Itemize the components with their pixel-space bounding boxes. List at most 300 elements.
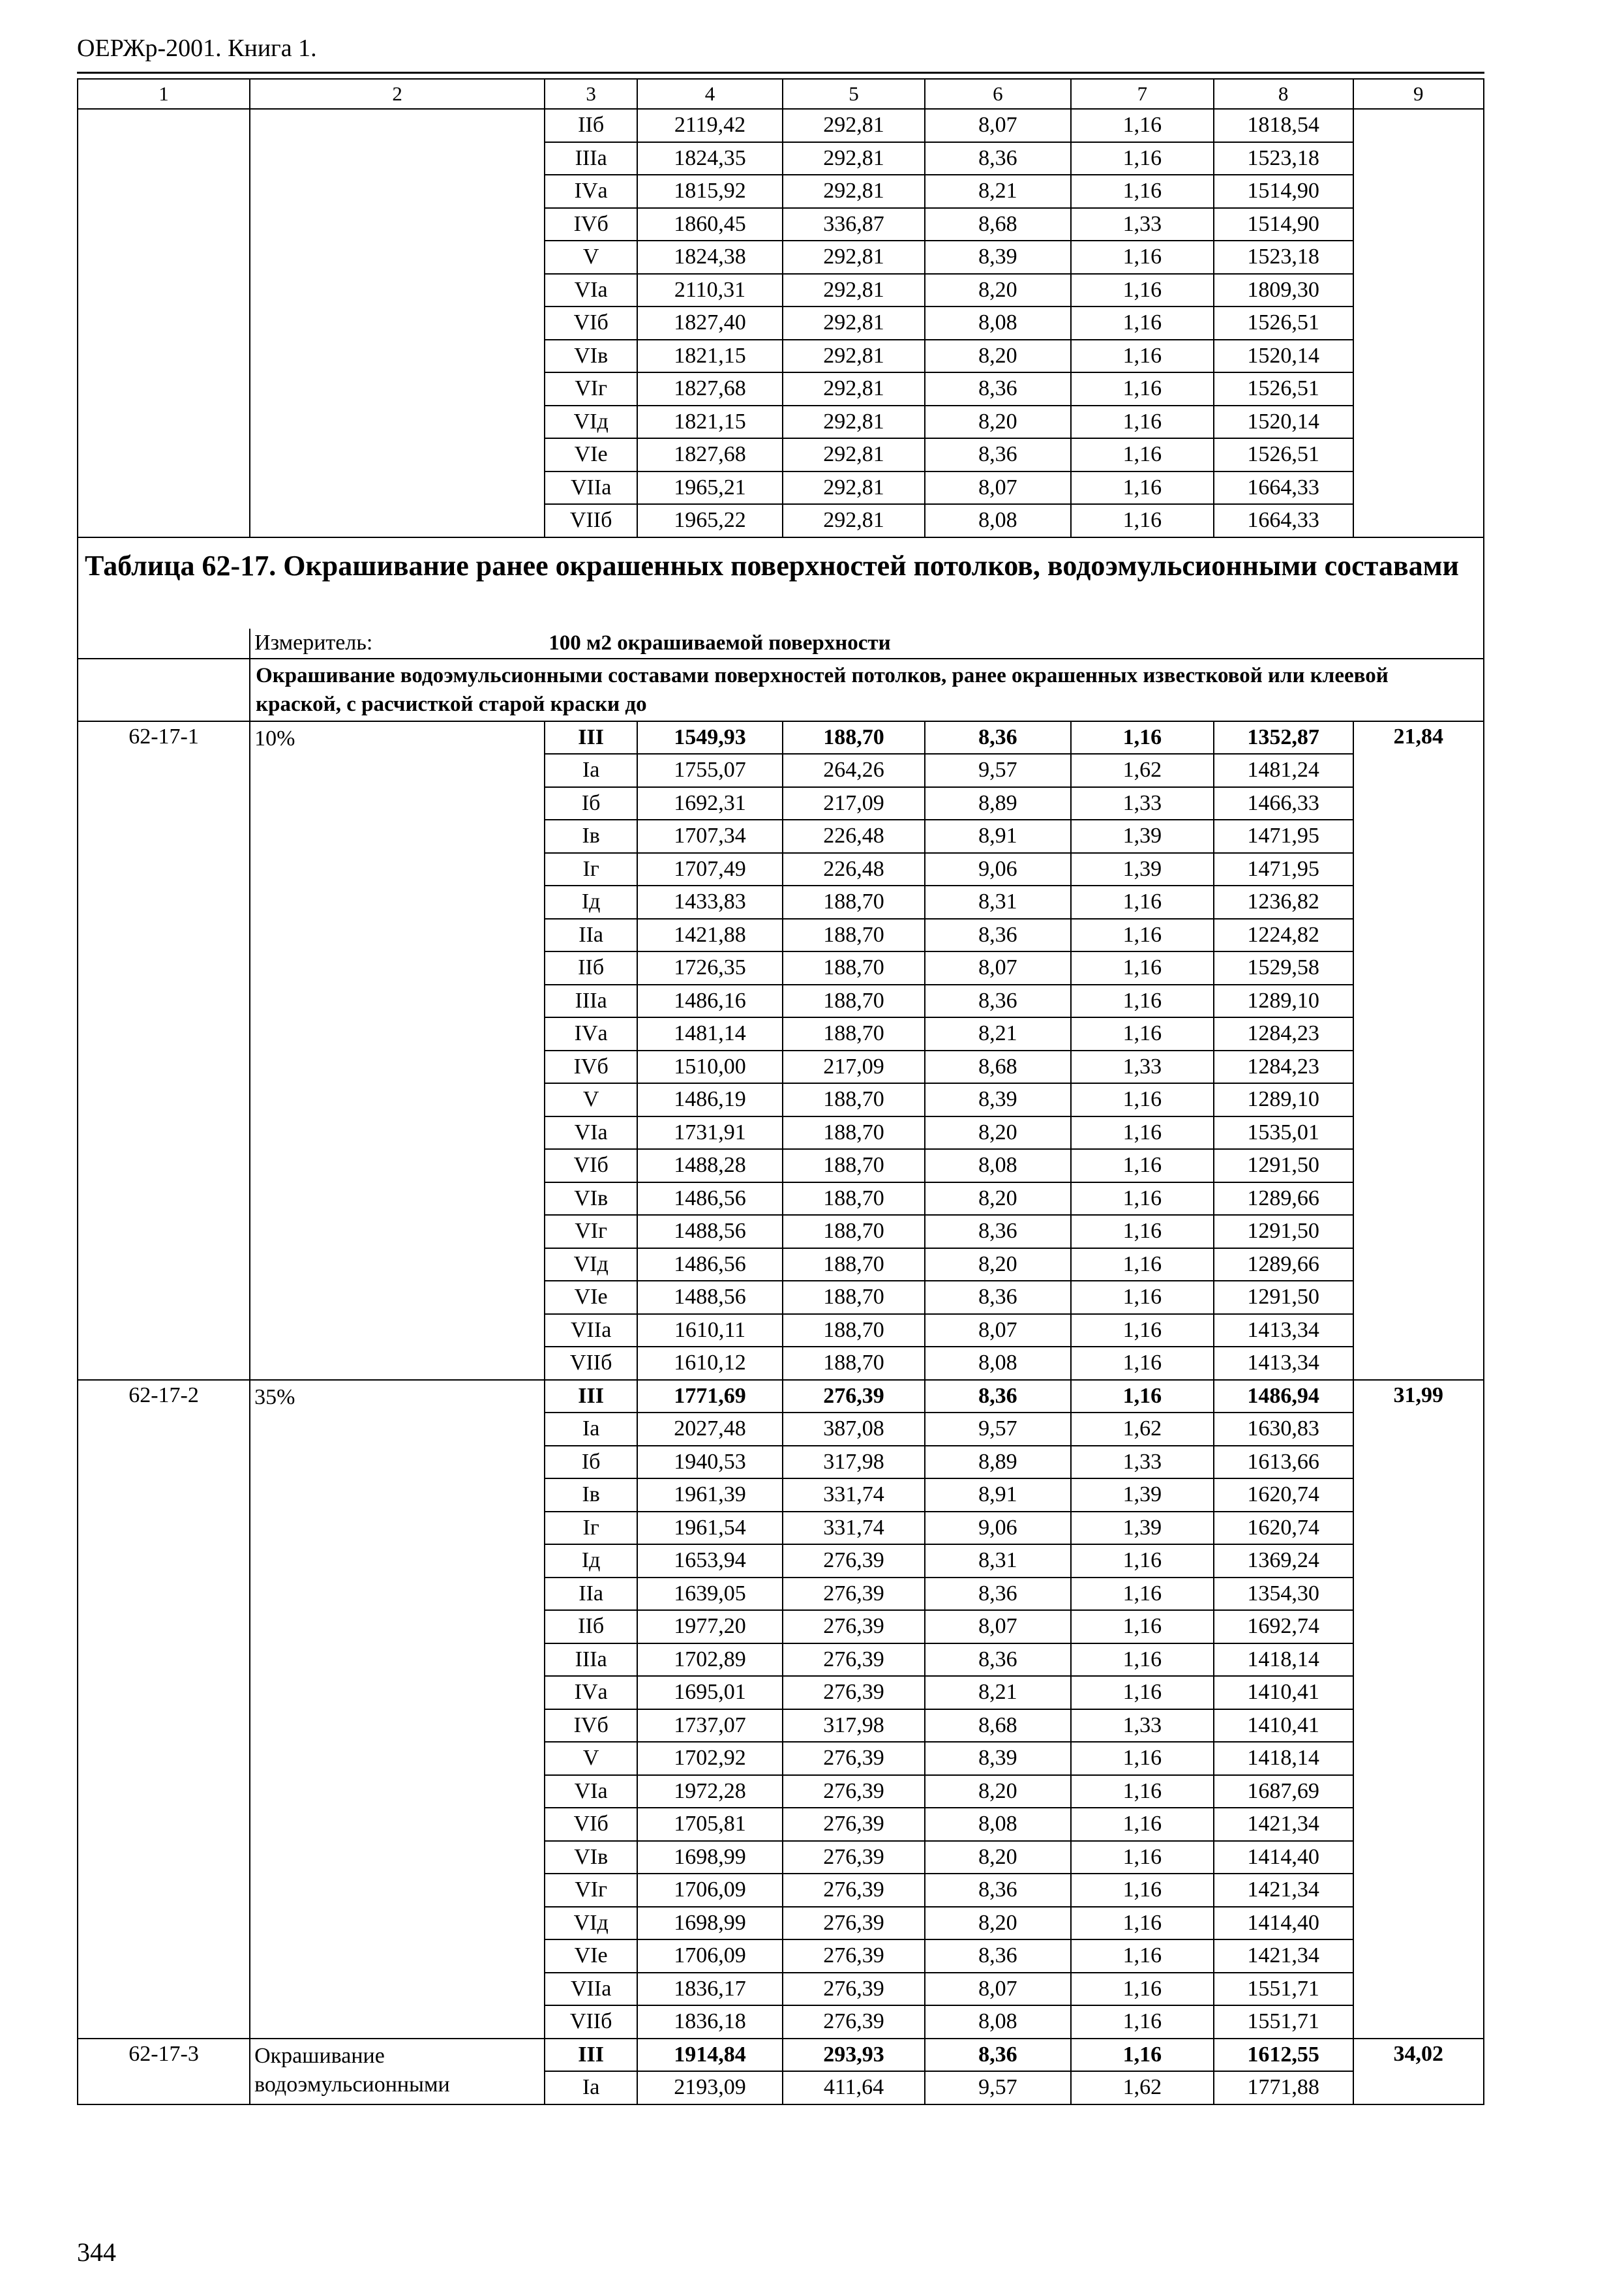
driver-wage-cell: 1,16 bbox=[1071, 886, 1214, 919]
labor-cost-cell: 276,39 bbox=[783, 1610, 925, 1643]
unit-price: 31,99 bbox=[1353, 1380, 1484, 2039]
total-cost-cell: 1421,88 bbox=[637, 919, 783, 952]
material-cost-cell: 1523,18 bbox=[1214, 142, 1353, 175]
total-cost-cell: 1860,45 bbox=[637, 208, 783, 241]
machine-cost-cell: 9,06 bbox=[925, 1512, 1071, 1545]
driver-wage-cell: 1,62 bbox=[1071, 1413, 1214, 1446]
labor-cost-cell: 276,39 bbox=[783, 1544, 925, 1578]
table-row bbox=[78, 109, 1484, 142]
zone-cell: V bbox=[545, 241, 637, 274]
material-cost-cell: 1551,71 bbox=[1214, 1973, 1353, 2006]
total-cost-cell: 1755,07 bbox=[637, 754, 783, 787]
zone-cell: Iа bbox=[545, 2071, 637, 2104]
machine-cost-cell: 8,36 bbox=[925, 1939, 1071, 1973]
column-number: 2 bbox=[250, 79, 545, 109]
machine-cost-cell: 8,89 bbox=[925, 787, 1071, 820]
total-cost-cell: 1707,49 bbox=[637, 853, 783, 886]
zone-cell: IIIа bbox=[545, 985, 637, 1018]
material-cost-cell: 1620,74 bbox=[1214, 1512, 1353, 1545]
machine-cost-cell: 8,68 bbox=[925, 208, 1071, 241]
zone-cell: Iа bbox=[545, 754, 637, 787]
zone-cell: VIв bbox=[545, 1841, 637, 1874]
material-cost-cell: 1352,87 bbox=[1214, 721, 1353, 755]
total-cost-cell: 2027,48 bbox=[637, 1413, 783, 1446]
material-cost-cell: 1289,66 bbox=[1214, 1182, 1353, 1216]
zone-cell: IVа bbox=[545, 175, 637, 208]
zone-cell: VIв bbox=[545, 1182, 637, 1216]
total-cost-cell: 1653,94 bbox=[637, 1544, 783, 1578]
driver-wage-cell: 1,16 bbox=[1071, 307, 1214, 340]
machine-cost-cell: 8,36 bbox=[925, 985, 1071, 1018]
measure-spacer bbox=[78, 629, 250, 659]
driver-wage-cell: 1,16 bbox=[1071, 1347, 1214, 1380]
table-title-row bbox=[78, 537, 1484, 629]
labor-cost-cell: 188,70 bbox=[783, 985, 925, 1018]
zone-cell: VIIб bbox=[545, 504, 637, 537]
labor-cost-cell: 331,74 bbox=[783, 1512, 925, 1545]
labor-cost-cell: 276,39 bbox=[783, 1874, 925, 1907]
driver-wage-cell: 1,16 bbox=[1071, 1380, 1214, 1413]
driver-wage-cell: 1,16 bbox=[1071, 1775, 1214, 1808]
labor-cost-cell: 188,70 bbox=[783, 919, 925, 952]
machine-cost-cell: 8,20 bbox=[925, 1907, 1071, 1940]
total-cost-cell: 1488,28 bbox=[637, 1149, 783, 1182]
table-title: Таблица 62-17. Окрашивание ранее окрашенных поверхностей потолков, водоэмульсионными составами bbox=[78, 537, 1484, 629]
labor-cost-cell: 292,81 bbox=[783, 340, 925, 373]
machine-cost-cell: 8,31 bbox=[925, 886, 1071, 919]
total-cost-cell: 1731,91 bbox=[637, 1116, 783, 1150]
labor-cost-cell: 331,74 bbox=[783, 1478, 925, 1512]
zone-cell: VIг bbox=[545, 372, 637, 406]
machine-cost-cell: 8,31 bbox=[925, 1544, 1071, 1578]
zone-cell: IVа bbox=[545, 1676, 637, 1709]
labor-cost-cell: 276,39 bbox=[783, 1676, 925, 1709]
labor-cost-cell: 292,81 bbox=[783, 109, 925, 142]
driver-wage-cell: 1,16 bbox=[1071, 1215, 1214, 1248]
material-cost-cell: 1284,23 bbox=[1214, 1017, 1353, 1051]
machine-cost-cell: 8,91 bbox=[925, 820, 1071, 853]
machine-cost-cell: 8,36 bbox=[925, 919, 1071, 952]
total-cost-cell: 1698,99 bbox=[637, 1907, 783, 1940]
total-cost-cell: 1821,15 bbox=[637, 406, 783, 439]
labor-cost-cell: 317,98 bbox=[783, 1446, 925, 1479]
zone-cell: Iб bbox=[545, 787, 637, 820]
labor-cost-cell: 276,39 bbox=[783, 1907, 925, 1940]
total-cost-cell: 2193,09 bbox=[637, 2071, 783, 2104]
zone-cell: VIIа bbox=[545, 1973, 637, 2006]
total-cost-cell: 1481,14 bbox=[637, 1017, 783, 1051]
total-cost-cell: 1486,56 bbox=[637, 1182, 783, 1216]
driver-wage-cell: 1,16 bbox=[1071, 504, 1214, 537]
driver-wage-cell: 1,33 bbox=[1071, 787, 1214, 820]
driver-wage-cell: 1,16 bbox=[1071, 1841, 1214, 1874]
material-cost-cell: 1520,14 bbox=[1214, 340, 1353, 373]
labor-cost-cell: 188,70 bbox=[783, 721, 925, 755]
zone-cell: VIд bbox=[545, 1907, 637, 1940]
material-cost-cell: 1291,50 bbox=[1214, 1215, 1353, 1248]
labor-cost-cell: 293,93 bbox=[783, 2039, 925, 2072]
zone-cell: VIг bbox=[545, 1874, 637, 1907]
driver-wage-cell: 1,39 bbox=[1071, 1512, 1214, 1545]
material-cost-cell: 1612,55 bbox=[1214, 2039, 1353, 2072]
total-cost-cell: 1827,40 bbox=[637, 307, 783, 340]
zone-cell: V bbox=[545, 1083, 637, 1116]
rate-code: 62-17-1 bbox=[78, 721, 250, 1380]
zone-cell: VIд bbox=[545, 406, 637, 439]
material-cost-cell: 1687,69 bbox=[1214, 1775, 1353, 1808]
zone-cell: VIа bbox=[545, 1775, 637, 1808]
total-cost-cell: 1549,93 bbox=[637, 721, 783, 755]
machine-cost-cell: 8,68 bbox=[925, 1051, 1071, 1084]
machine-cost-cell: 8,36 bbox=[925, 1215, 1071, 1248]
labor-cost-cell: 226,48 bbox=[783, 820, 925, 853]
material-cost-cell: 1369,24 bbox=[1214, 1544, 1353, 1578]
zone-cell: Iг bbox=[545, 853, 637, 886]
labor-cost-cell: 276,39 bbox=[783, 1973, 925, 2006]
labor-cost-cell: 292,81 bbox=[783, 307, 925, 340]
zone-cell: VIIб bbox=[545, 2005, 637, 2039]
driver-wage-cell: 1,16 bbox=[1071, 1281, 1214, 1314]
driver-wage-cell: 1,16 bbox=[1071, 1610, 1214, 1643]
total-cost-cell: 1940,53 bbox=[637, 1446, 783, 1479]
zone-cell: VIб bbox=[545, 307, 637, 340]
driver-wage-cell: 1,33 bbox=[1071, 1709, 1214, 1743]
total-cost-cell: 1965,22 bbox=[637, 504, 783, 537]
labor-cost-cell: 292,81 bbox=[783, 175, 925, 208]
machine-cost-cell: 8,08 bbox=[925, 1808, 1071, 1841]
section-description: Окрашивание водоэмульсионными составами поверхностей потолков, ранее окрашенных известковой или клеевой краской, с расчисткой старой краски до bbox=[250, 659, 1484, 721]
column-number-row bbox=[78, 79, 1484, 109]
labor-cost-cell: 292,81 bbox=[783, 241, 925, 274]
zone-cell: VIе bbox=[545, 1939, 637, 1973]
machine-cost-cell: 8,20 bbox=[925, 340, 1071, 373]
total-cost-cell: 1737,07 bbox=[637, 1709, 783, 1743]
driver-wage-cell: 1,16 bbox=[1071, 1544, 1214, 1578]
driver-wage-cell: 1,33 bbox=[1071, 208, 1214, 241]
total-cost-cell: 1707,34 bbox=[637, 820, 783, 853]
machine-cost-cell: 8,08 bbox=[925, 2005, 1071, 2039]
total-cost-cell: 1702,89 bbox=[637, 1643, 783, 1677]
zone-cell: Iд bbox=[545, 886, 637, 919]
zone-cell: IVа bbox=[545, 1017, 637, 1051]
rates-table bbox=[77, 78, 1484, 2105]
zone-cell: Iа bbox=[545, 1413, 637, 1446]
total-cost-cell: 1824,35 bbox=[637, 142, 783, 175]
driver-wage-cell: 1,16 bbox=[1071, 2039, 1214, 2072]
rate-code: 62-17-2 bbox=[78, 1380, 250, 2039]
driver-wage-cell: 1,16 bbox=[1071, 274, 1214, 307]
driver-wage-cell: 1,16 bbox=[1071, 109, 1214, 142]
rate-name: 35% bbox=[250, 1380, 545, 2039]
material-cost-cell: 1421,34 bbox=[1214, 1939, 1353, 1973]
driver-wage-cell: 1,33 bbox=[1071, 1446, 1214, 1479]
labor-cost-cell: 276,39 bbox=[783, 1775, 925, 1808]
zone-cell: VIа bbox=[545, 274, 637, 307]
total-cost-cell: 1706,09 bbox=[637, 1874, 783, 1907]
zone-cell: Iв bbox=[545, 820, 637, 853]
page-number: 344 bbox=[77, 2237, 116, 2267]
column-number: 1 bbox=[78, 79, 250, 109]
zone-cell: V bbox=[545, 1742, 637, 1775]
driver-wage-cell: 1,16 bbox=[1071, 471, 1214, 505]
driver-wage-cell: 1,16 bbox=[1071, 1939, 1214, 1973]
labor-cost-cell: 217,09 bbox=[783, 1051, 925, 1084]
machine-cost-cell: 8,36 bbox=[925, 1874, 1071, 1907]
material-cost-cell: 1620,74 bbox=[1214, 1478, 1353, 1512]
labor-cost-cell: 188,70 bbox=[783, 1116, 925, 1150]
total-cost-cell: 1486,19 bbox=[637, 1083, 783, 1116]
driver-wage-cell: 1,16 bbox=[1071, 1907, 1214, 1940]
labor-cost-cell: 276,39 bbox=[783, 2005, 925, 2039]
material-cost-cell: 1421,34 bbox=[1214, 1874, 1353, 1907]
column-number: 9 bbox=[1353, 79, 1484, 109]
driver-wage-cell: 1,16 bbox=[1071, 721, 1214, 755]
zone-cell: VIв bbox=[545, 340, 637, 373]
zone-cell: IIIа bbox=[545, 142, 637, 175]
driver-wage-cell: 1,16 bbox=[1071, 372, 1214, 406]
zone-cell: IIб bbox=[545, 1610, 637, 1643]
material-cost-cell: 1289,10 bbox=[1214, 1083, 1353, 1116]
total-cost-cell: 1705,81 bbox=[637, 1808, 783, 1841]
labor-cost-cell: 276,39 bbox=[783, 1643, 925, 1677]
labor-cost-cell: 276,39 bbox=[783, 1939, 925, 1973]
material-cost-cell: 1418,14 bbox=[1214, 1742, 1353, 1775]
driver-wage-cell: 1,16 bbox=[1071, 1248, 1214, 1281]
table-row bbox=[78, 721, 1484, 755]
table-row bbox=[78, 1380, 1484, 1413]
material-cost-cell: 1613,66 bbox=[1214, 1446, 1353, 1479]
driver-wage-cell: 1,16 bbox=[1071, 951, 1214, 985]
table-row bbox=[78, 2039, 1484, 2072]
material-cost-cell: 1771,88 bbox=[1214, 2071, 1353, 2104]
header-rule bbox=[77, 72, 1484, 74]
total-cost-cell: 1824,38 bbox=[637, 241, 783, 274]
machine-cost-cell: 8,36 bbox=[925, 1643, 1071, 1677]
section-desc-row bbox=[78, 659, 1484, 721]
column-number: 6 bbox=[925, 79, 1071, 109]
labor-cost-cell: 292,81 bbox=[783, 406, 925, 439]
machine-cost-cell: 8,39 bbox=[925, 1742, 1071, 1775]
machine-cost-cell: 8,36 bbox=[925, 438, 1071, 471]
zone-cell: IIа bbox=[545, 1578, 637, 1611]
machine-cost-cell: 8,20 bbox=[925, 1248, 1071, 1281]
driver-wage-cell: 1,16 bbox=[1071, 1017, 1214, 1051]
driver-wage-cell: 1,39 bbox=[1071, 1478, 1214, 1512]
zone-cell: IIб bbox=[545, 109, 637, 142]
driver-wage-cell: 1,16 bbox=[1071, 2005, 1214, 2039]
driver-wage-cell: 1,16 bbox=[1071, 985, 1214, 1018]
driver-wage-cell: 1,16 bbox=[1071, 919, 1214, 952]
material-cost-cell: 1481,24 bbox=[1214, 754, 1353, 787]
driver-wage-cell: 1,16 bbox=[1071, 1676, 1214, 1709]
machine-cost-cell: 8,20 bbox=[925, 274, 1071, 307]
unit-price: 21,84 bbox=[1353, 721, 1484, 1380]
zone-cell: Iг bbox=[545, 1512, 637, 1545]
zone-cell: IVб bbox=[545, 208, 637, 241]
labor-cost-cell: 276,39 bbox=[783, 1742, 925, 1775]
driver-wage-cell: 1,16 bbox=[1071, 438, 1214, 471]
material-cost-cell: 1692,74 bbox=[1214, 1610, 1353, 1643]
rate-code: 62-17-3 bbox=[78, 2039, 250, 2104]
labor-cost-cell: 276,39 bbox=[783, 1808, 925, 1841]
labor-cost-cell: 292,81 bbox=[783, 504, 925, 537]
material-cost-cell: 1413,34 bbox=[1214, 1314, 1353, 1347]
total-cost-cell: 1771,69 bbox=[637, 1380, 783, 1413]
material-cost-cell: 1535,01 bbox=[1214, 1116, 1353, 1150]
material-cost-cell: 1471,95 bbox=[1214, 820, 1353, 853]
labor-cost-cell: 317,98 bbox=[783, 1709, 925, 1743]
driver-wage-cell: 1,16 bbox=[1071, 1182, 1214, 1216]
driver-wage-cell: 1,16 bbox=[1071, 1742, 1214, 1775]
total-cost-cell: 1486,56 bbox=[637, 1248, 783, 1281]
labor-cost-cell: 188,70 bbox=[783, 1017, 925, 1051]
machine-cost-cell: 8,20 bbox=[925, 1182, 1071, 1216]
machine-cost-cell: 8,21 bbox=[925, 1676, 1071, 1709]
total-cost-cell: 1488,56 bbox=[637, 1281, 783, 1314]
driver-wage-cell: 1,33 bbox=[1071, 1051, 1214, 1084]
material-cost-cell: 1520,14 bbox=[1214, 406, 1353, 439]
material-cost-cell: 1354,30 bbox=[1214, 1578, 1353, 1611]
machine-cost-cell: 8,07 bbox=[925, 471, 1071, 505]
driver-wage-cell: 1,62 bbox=[1071, 754, 1214, 787]
machine-cost-cell: 8,07 bbox=[925, 1314, 1071, 1347]
machine-cost-cell: 8,20 bbox=[925, 406, 1071, 439]
machine-cost-cell: 8,36 bbox=[925, 142, 1071, 175]
material-cost-cell: 1529,58 bbox=[1214, 951, 1353, 985]
zone-cell: Iб bbox=[545, 1446, 637, 1479]
measure-row bbox=[78, 629, 1484, 659]
total-cost-cell: 1827,68 bbox=[637, 438, 783, 471]
column-number: 7 bbox=[1071, 79, 1214, 109]
total-cost-cell: 1726,35 bbox=[637, 951, 783, 985]
labor-cost-cell: 292,81 bbox=[783, 274, 925, 307]
zone-cell: VIг bbox=[545, 1215, 637, 1248]
code-cell-empty bbox=[78, 109, 250, 537]
machine-cost-cell: 8,36 bbox=[925, 372, 1071, 406]
rate-name: Окрашивание водоэмульсионными bbox=[250, 2039, 545, 2104]
zone-cell: VIе bbox=[545, 1281, 637, 1314]
zone-cell: III bbox=[545, 2039, 637, 2072]
total-cost-cell: 1827,68 bbox=[637, 372, 783, 406]
zone-cell: III bbox=[545, 1380, 637, 1413]
machine-cost-cell: 8,21 bbox=[925, 175, 1071, 208]
machine-cost-cell: 8,07 bbox=[925, 951, 1071, 985]
material-cost-cell: 1414,40 bbox=[1214, 1907, 1353, 1940]
material-cost-cell: 1236,82 bbox=[1214, 886, 1353, 919]
zone-cell: IIб bbox=[545, 951, 637, 985]
labor-cost-cell: 188,70 bbox=[783, 886, 925, 919]
total-cost-cell: 1961,54 bbox=[637, 1512, 783, 1545]
total-cost-cell: 1698,99 bbox=[637, 1841, 783, 1874]
material-cost-cell: 1413,34 bbox=[1214, 1347, 1353, 1380]
material-cost-cell: 1818,54 bbox=[1214, 109, 1353, 142]
material-cost-cell: 1514,90 bbox=[1214, 208, 1353, 241]
driver-wage-cell: 1,16 bbox=[1071, 1149, 1214, 1182]
labor-cost-cell: 336,87 bbox=[783, 208, 925, 241]
column-number: 5 bbox=[783, 79, 925, 109]
table-body bbox=[78, 79, 1484, 2104]
labor-cost-cell: 217,09 bbox=[783, 787, 925, 820]
material-cost-cell: 1291,50 bbox=[1214, 1149, 1353, 1182]
driver-wage-cell: 1,39 bbox=[1071, 820, 1214, 853]
unit-price: 34,02 bbox=[1353, 2039, 1484, 2104]
material-cost-cell: 1486,94 bbox=[1214, 1380, 1353, 1413]
driver-wage-cell: 1,39 bbox=[1071, 853, 1214, 886]
total-cost-cell: 1610,11 bbox=[637, 1314, 783, 1347]
zone-cell: VIб bbox=[545, 1808, 637, 1841]
total-cost-cell: 1836,18 bbox=[637, 2005, 783, 2039]
total-cost-cell: 1610,12 bbox=[637, 1347, 783, 1380]
labor-cost-cell: 292,81 bbox=[783, 372, 925, 406]
total-cost-cell: 1977,20 bbox=[637, 1610, 783, 1643]
labor-cost-cell: 264,26 bbox=[783, 754, 925, 787]
driver-wage-cell: 1,62 bbox=[1071, 2071, 1214, 2104]
machine-cost-cell: 8,07 bbox=[925, 1973, 1071, 2006]
labor-cost-cell: 292,81 bbox=[783, 142, 925, 175]
material-cost-cell: 1224,82 bbox=[1214, 919, 1353, 952]
total-cost-cell: 1965,21 bbox=[637, 471, 783, 505]
machine-cost-cell: 8,07 bbox=[925, 109, 1071, 142]
labor-cost-cell: 188,70 bbox=[783, 1149, 925, 1182]
column-number: 8 bbox=[1214, 79, 1353, 109]
desc-spacer bbox=[78, 659, 250, 721]
total-cost-cell: 1510,00 bbox=[637, 1051, 783, 1084]
name-cell-empty bbox=[250, 109, 545, 537]
total-cost-cell: 1488,56 bbox=[637, 1215, 783, 1248]
total-cost-cell: 1692,31 bbox=[637, 787, 783, 820]
total-cost-cell: 1486,16 bbox=[637, 985, 783, 1018]
driver-wage-cell: 1,16 bbox=[1071, 1973, 1214, 2006]
labor-cost-cell: 188,70 bbox=[783, 1248, 925, 1281]
column-number: 3 bbox=[545, 79, 637, 109]
material-cost-cell: 1421,34 bbox=[1214, 1808, 1353, 1841]
material-cost-cell: 1526,51 bbox=[1214, 438, 1353, 471]
driver-wage-cell: 1,16 bbox=[1071, 1314, 1214, 1347]
labor-cost-cell: 188,70 bbox=[783, 1215, 925, 1248]
driver-wage-cell: 1,16 bbox=[1071, 1083, 1214, 1116]
zone-cell: Iд bbox=[545, 1544, 637, 1578]
machine-cost-cell: 8,91 bbox=[925, 1478, 1071, 1512]
total-cost-cell: 1639,05 bbox=[637, 1578, 783, 1611]
machine-cost-cell: 9,57 bbox=[925, 2071, 1071, 2104]
machine-cost-cell: 8,08 bbox=[925, 1347, 1071, 1380]
material-cost-cell: 1664,33 bbox=[1214, 471, 1353, 505]
machine-cost-cell: 8,20 bbox=[925, 1116, 1071, 1150]
zone-cell: Iв bbox=[545, 1478, 637, 1512]
machine-cost-cell: 8,07 bbox=[925, 1610, 1071, 1643]
driver-wage-cell: 1,16 bbox=[1071, 142, 1214, 175]
machine-cost-cell: 8,08 bbox=[925, 1149, 1071, 1182]
machine-cost-cell: 8,08 bbox=[925, 307, 1071, 340]
machine-cost-cell: 9,57 bbox=[925, 754, 1071, 787]
measure-value: 100 м2 окрашиваемой поверхности bbox=[545, 629, 1484, 659]
material-cost-cell: 1289,10 bbox=[1214, 985, 1353, 1018]
machine-cost-cell: 8,39 bbox=[925, 1083, 1071, 1116]
material-cost-cell: 1410,41 bbox=[1214, 1676, 1353, 1709]
labor-cost-cell: 188,70 bbox=[783, 1182, 925, 1216]
labor-cost-cell: 387,08 bbox=[783, 1413, 925, 1446]
labor-cost-cell: 276,39 bbox=[783, 1380, 925, 1413]
material-cost-cell: 1526,51 bbox=[1214, 372, 1353, 406]
material-cost-cell: 1523,18 bbox=[1214, 241, 1353, 274]
labor-cost-cell: 188,70 bbox=[783, 1347, 925, 1380]
material-cost-cell: 1551,71 bbox=[1214, 2005, 1353, 2039]
machine-cost-cell: 8,20 bbox=[925, 1775, 1071, 1808]
rate-name: 10% bbox=[250, 721, 545, 1380]
zone-cell: VIе bbox=[545, 438, 637, 471]
labor-cost-cell: 188,70 bbox=[783, 1281, 925, 1314]
zone-cell: VIд bbox=[545, 1248, 637, 1281]
